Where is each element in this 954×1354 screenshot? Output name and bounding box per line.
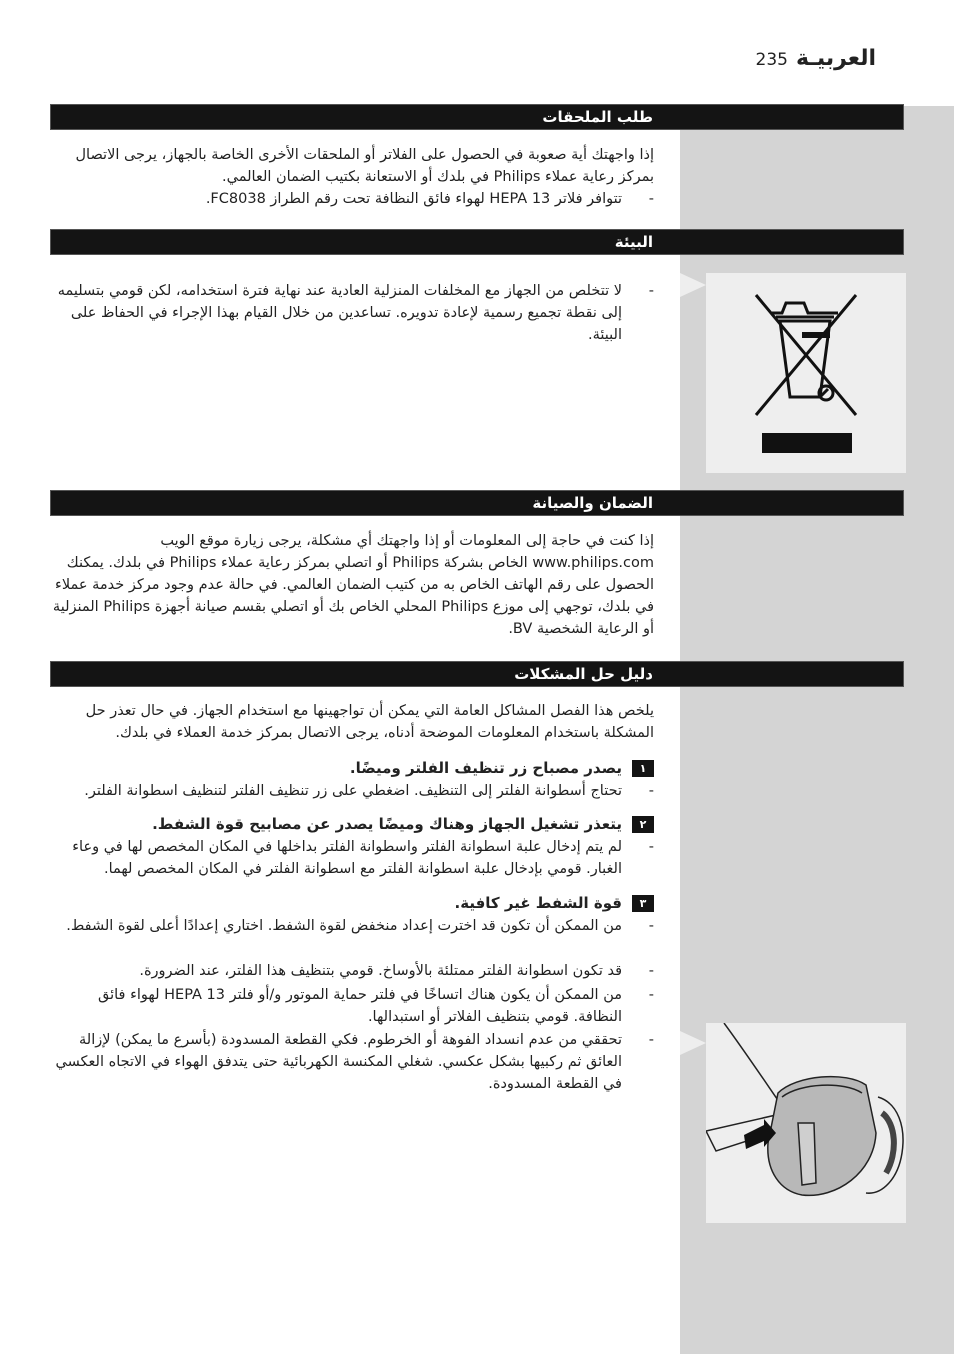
problem-1 bbox=[52, 757, 654, 779]
vacuum-cleaner-illustration bbox=[706, 1023, 906, 1223]
solution-3-4 bbox=[52, 1029, 654, 1095]
section-header-environment bbox=[50, 229, 904, 255]
section-title: البيئة bbox=[614, 233, 653, 251]
problem-3 bbox=[52, 892, 654, 914]
vacuum-figure bbox=[706, 1023, 906, 1223]
solution-1-1 bbox=[52, 780, 654, 802]
bullet-text: من الممكن أن يكون هناك اتساخًا في فلتر حماية الموتور و/أو فلتر HEPA 13 لهواء فائق النظافة. قومي بتنظيف الفلاتر أو استبدالها. bbox=[97, 987, 622, 1025]
weee-figure bbox=[706, 273, 906, 473]
figure-pointer bbox=[680, 1031, 706, 1055]
solution-2-1 bbox=[52, 836, 654, 880]
environment-bullet bbox=[52, 280, 654, 346]
problem-title: قوة الشفط غير كافية. bbox=[454, 894, 622, 912]
bullet-dash: - bbox=[648, 283, 654, 299]
bullet-text: لم يتم إدخال علبة اسطوانة الفلتر واسطوانة الفلتر بداخلها في المكان المخصص لها في وعاء الغبار. قومي بإدخال علبة اسطوانة الفلتر مع اسطوانة الفلتر في المكان المخصص لهما. bbox=[72, 839, 622, 877]
page-header bbox=[740, 46, 876, 76]
troubleshooting-intro: يلخص هذا الفصل المشاكل العامة التي يمكن أن تواجهينها مع استخدام الجهاز. في حال تعذر حل المشكلة باستخدام المعلومات الموضحة أدناه، يرجى الاتصال بمركز خدمة العملاء في بلدك. bbox=[85, 703, 654, 741]
step-number: ١ bbox=[632, 760, 654, 777]
step-number: ٢ bbox=[632, 816, 654, 833]
section-header-accessories bbox=[50, 104, 904, 130]
accessories-paragraph: إذا واجهتك أية صعوبة في الحصول على الفلاتر أو الملحقات الأخرى الخاصة بالجهاز، يرجى الاتصال بمركز رعاية عملاء Philips في بلدك أو الاستعانة بكتيب الضمان العالمي. bbox=[75, 147, 654, 185]
bullet-text: من الممكن أن تكون قد اخترت إعداد منخفض لقوة الشفط. اختاري إعدادًا أعلى لقوة الشفط. bbox=[66, 918, 622, 934]
section-title: دليل حل المشكلات bbox=[514, 665, 653, 683]
page-language-title: العربيـة bbox=[795, 46, 876, 71]
problem-title: يصدر مصباح زر تنظيف الفلتر وميضًا. bbox=[349, 759, 622, 777]
crossed-out-wheelie-bin-icon bbox=[706, 273, 906, 473]
bullet-text: تحتاج أسطوانة الفلتر إلى التنظيف. اضغطي على زر تنظيف الفلتر لتنظيف اسطوانة الفلتر. bbox=[84, 783, 622, 799]
guarantee-paragraph: إذا كنت في حاجة إلى المعلومات أو إذا واجهتك أي مشكلة، يرجى زيارة موقع الويب www.philips.com الخاص بشركة Philips أو اتصلي بمركز رعاية عملاء Philips في بلدك. يمكنك الحصول على رقم الهاتف الخاص به من كتيب الضمان العالمي. في حالة عدم وجود مركز خدمة عملاء في بلدك، توجهي إلى موزع Philips المحلي الخاص بك أو اتصلي بقسم صيانة أجهزة Philips المنزلية أو الرعاية الشخصية BV. bbox=[52, 533, 654, 637]
problem-2 bbox=[52, 813, 654, 835]
bullet-dash: - bbox=[648, 839, 654, 855]
problem-title: يتعذر تشغيل الجهاز وهناك وميضًا يصدر عن مصابيح قوة الشفط. bbox=[152, 815, 622, 833]
bullet-text: قد تكون اسطوانة الفلتر ممتلئة بالأوساخ. قومي بتنظيف هذا الفلتر، عند الضرورة. bbox=[139, 963, 622, 979]
bullet-text: لا تتخلص من الجهاز مع المخلفات المنزلية العادية عند نهاية فترة استخدامه، لكن قومي بتسليمه إلى نقطة تجميع رسمية لإعادة تدويره. تساعدين من خلال القيام بهذا الإجراء في الحفاظ على البيئة. bbox=[57, 283, 622, 343]
bullet-text: تتوافر فلاتر HEPA 13 لهواء فائق النظافة تحت رقم الطراز FC8038. bbox=[205, 191, 622, 207]
solution-3-2 bbox=[52, 960, 654, 982]
figure-pointer bbox=[680, 273, 706, 297]
solution-3-1 bbox=[52, 915, 654, 959]
section-title: الضمان والصيانة bbox=[532, 494, 653, 512]
solution-3-3 bbox=[52, 984, 654, 1028]
bullet-dash: - bbox=[648, 987, 654, 1003]
bullet-dash: - bbox=[648, 783, 654, 799]
bullet-dash: - bbox=[648, 1032, 654, 1048]
section-header-troubleshooting bbox=[50, 661, 904, 687]
section-title: طلب الملحقات bbox=[542, 108, 653, 126]
accessories-bullet bbox=[52, 188, 654, 210]
bullet-dash: - bbox=[648, 918, 654, 934]
bullet-dash: - bbox=[648, 963, 654, 979]
bullet-text: تحققي من عدم انسداد الفوهة أو الخرطوم. فكي القطعة المسدودة (بأسرع ما يمكن) لإزالة العائق ثم ركبيها بشكل عكسي. شغلي المكنسة الكهربائية حتى يتدفق الهواء في الاتجاه العكسي في القطعة المسدودة. bbox=[55, 1032, 622, 1092]
step-number: ٣ bbox=[632, 895, 654, 912]
bullet-dash: - bbox=[648, 191, 654, 207]
section-header-guarantee bbox=[50, 490, 904, 516]
page-number: 235 bbox=[755, 50, 788, 70]
